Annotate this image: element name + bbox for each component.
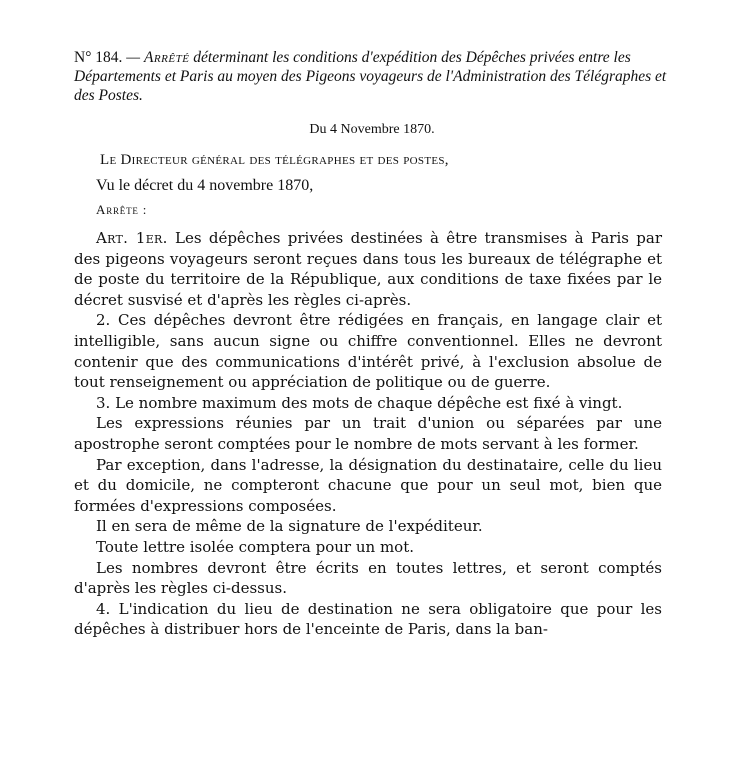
paragraph-nombres: Les nombres devront être écrits en toutes lettres, et seront comptés d'après les règles ci-dessus.	[74, 558, 662, 598]
paragraph-exception: Par exception, dans l'adresse, la désignation du destinataire, celle du lieu et du domicile, ne compteront chacune que pour un seul mot, bien que formées d'expressions composées.	[74, 455, 662, 515]
article-3: 3. Le nombre maximum des mots de chaque dépêche est fixé à vingt.	[96, 393, 623, 412]
decree-title	[74, 48, 674, 105]
title-text: déterminant les conditions d'expédition des Dépêches privées entre les Départements et Paris au moyen des Pigeons voyageurs de l'Administration des Télégraphes et des Postes.	[74, 49, 667, 104]
article-1-text: Les dépêches privées destinées à être transmises à Paris par des pigeons voyageurs seront reçues dans tous les bureaux de télégraphe et de poste du territoire de la République, aux conditions de taxe fixées par le décret susvisé et d'après les règles ci-après.	[74, 229, 662, 309]
article-2: 2. Ces dépêches devront être rédigées en français, en langage clair et intelligible, sans aucun signe ou chiffre conventionnel. Elles ne devront contenir que des communications d'intérêt privé, à l'exclusion absolue de tout renseignement ou appréciation de politique ou de guerre.	[74, 311, 662, 392]
article-1	[74, 228, 662, 310]
decree-date: Du 4 Novembre 1870.	[309, 122, 435, 137]
paragraph-expressions: Les expressions réunies par un trait d'union ou séparées par une apostrophe seront comptées pour le nombre de mots servant à les former.	[74, 414, 662, 453]
paragraph-signature: Il en sera de même de la signature de l'expéditeur.	[96, 517, 483, 536]
article-1-label: Art. 1er.	[96, 229, 168, 247]
decree-number: N° 184.	[74, 49, 123, 66]
article-4: 4. L'indication du lieu de destination ne sera obligatoire que pour les dépêches à distribuer hors de l'enceinte de Paris, dans la ban-	[74, 599, 662, 639]
arrete-word: Arrêté	[143, 49, 190, 66]
vu-clause: Vu le décret du 4 novembre 1870,	[96, 177, 314, 194]
arrete-heading: Arrête :	[96, 202, 148, 217]
director-heading: Le Directeur général des télégraphes et des postes,	[100, 152, 449, 168]
title-dash: —	[122, 49, 144, 66]
paragraph-lettre: Toute lettre isolée comptera pour un mot.	[96, 537, 415, 556]
decree-body	[74, 228, 662, 640]
